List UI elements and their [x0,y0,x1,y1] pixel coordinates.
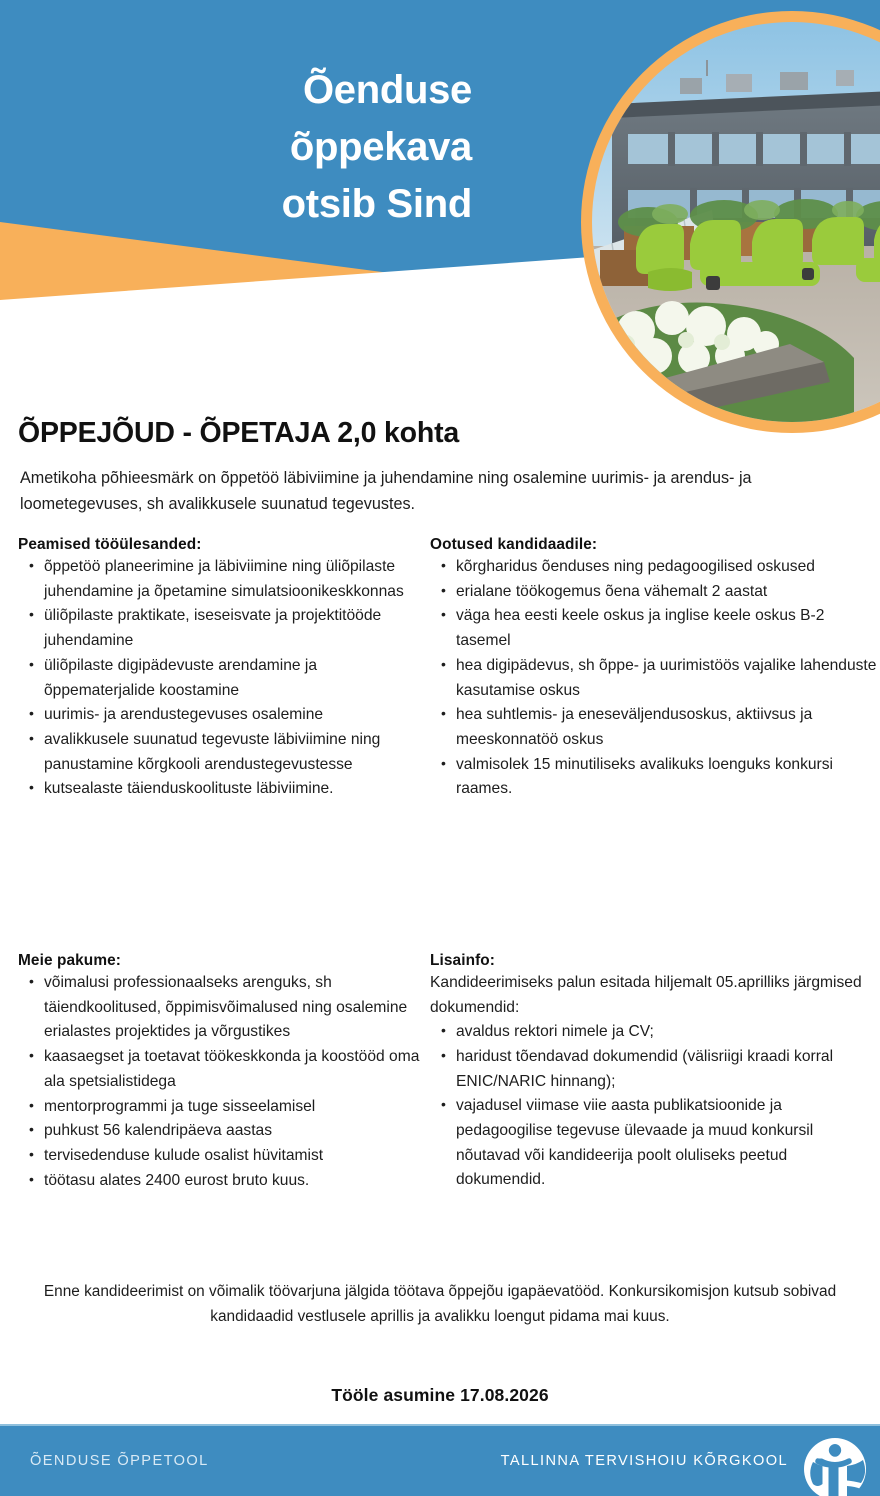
start-date: Tööle asumine 17.08.2026 [331,1385,549,1405]
list-item: • erialane töökogemus õena vähemalt 2 aastat [456,580,878,605]
footer-department-label: ÕENDUSE ÕPPETOOL [30,1453,209,1469]
list-item: • hea digipädevus, sh õppe- ja uurimistöös vajalike lahenduste kasutamise oskus [456,654,878,703]
list-item: • kutsealaste täienduskoolituste läbiviimine. [44,777,423,802]
list-item: • hea suhtlemis- ja eneseväljendusoskus, aktiivsus ja meeskonnatöö oskus [456,703,878,752]
list-item: • õppetöö planeerimine ja läbiviimine ning üliõpilaste juhendamine ja õpetamine simulatsioonikeskkonnas [44,555,423,604]
list-item: • väga hea eesti keele oskus ja inglise keele oskus B-2 tasemel [456,604,878,653]
footer-institution-label: TALLINNA TERVISHOIU KÕRGKOOL [500,1453,788,1469]
header-title-line-3: otsib Sind [281,181,472,226]
list-item: • üliõpilaste digipädevuste arendamine ja õppematerjalide koostamine [44,654,423,703]
job-title: ÕPPEJÕUD - ÕPETAJA 2,0 kohta [18,417,460,450]
section-tasks [18,536,423,802]
list-item: • avalikkusele suunatud tegevuste läbiviimine ning panustamine kõrgkooli arendustegevustesse [44,728,423,777]
section-offer-heading: Meie pakume: [18,952,121,969]
section-tasks-heading: Peamised tööülesanded: [18,536,202,553]
section-expectations [430,536,878,802]
list-item: • uurimis- ja arendustegevuses osalemine [44,703,423,728]
list-item: • võimalusi professionaalseks arenguks, sh täiendkoolitused, õppimisvõimalused ning osalemine erialastes projektides ja võrgustikes [44,971,423,1045]
closing-paragraph: Enne kandideerimist on võimalik töövarjuna jälgida töötava õppejõu igapäevatööd. Konkursikomisjon kutsub sobivad kandidaadid vestlusele aprillis ja avalikku loengut pidama mai kuus. [43,1283,837,1326]
list-item: • töötasu alates 2400 eurost bruto kuus. [44,1169,423,1194]
section-info-list [430,1020,878,1193]
list-item: • tervisedenduse kulude osalist hüvitamist [44,1144,423,1169]
section-tasks-list [18,555,423,802]
poster-footer [0,1424,880,1496]
section-expectations-list [430,555,878,802]
header-title [0,62,520,232]
job-intro: Ametikoha põhieesmärk on õppetöö läbiviimine ja juhendamine ning osalemine uurimis- ja arendus- ja loometegevuses, sh avalikkusele suunatud tegevustes. [20,469,752,514]
list-item: • valmisolek 15 minutiliseks avalikuks loenguks konkursi raames. [456,753,878,802]
section-offer [18,952,423,1193]
header-title-line-1: Õenduse [302,68,472,112]
list-item: • vajadusel viimase viie aasta publikatsioonide ja pedagoogilise tegevuse ülevaade ja muud konkursil nõutavad või kandideerija poolt oluliseks peetud dokumendid. [456,1094,878,1193]
list-item: • puhkust 56 kalendripäeva aastas [44,1119,423,1144]
section-info-paragraph: Kandideerimiseks palun esitada hiljemalt 05.aprilliks järgmised dokumendid: [430,974,862,1016]
section-offer-list [18,971,423,1193]
poster-header [0,0,880,460]
section-info-heading: Lisainfo: [430,952,496,969]
section-info [430,952,878,1193]
list-item: • üliõpilaste praktikate, iseseisvate ja projektitööde juhendamine [44,604,423,653]
tallinna-tervishoiu-korgkool-logo-icon [802,1436,868,1496]
section-expectations-heading: Ootused kandidaadile: [430,536,598,553]
list-item: • haridust tõendavad dokumendid (välisriigi kraadi korral ENIC/NARIC hinnang); [456,1045,878,1094]
list-item: • kaasaegset ja toetavat töökeskkonda ja koostööd oma ala spetsialistidega [44,1045,423,1094]
header-title-line-2: õppekava [289,124,472,169]
list-item: • avaldus rektori nimele ja CV; [456,1020,878,1045]
list-item: • mentorprogrammi ja tuge sisseelamisel [44,1095,423,1120]
list-item: • kõrgharidus õenduses ning pedagoogilised oskused [456,555,878,580]
